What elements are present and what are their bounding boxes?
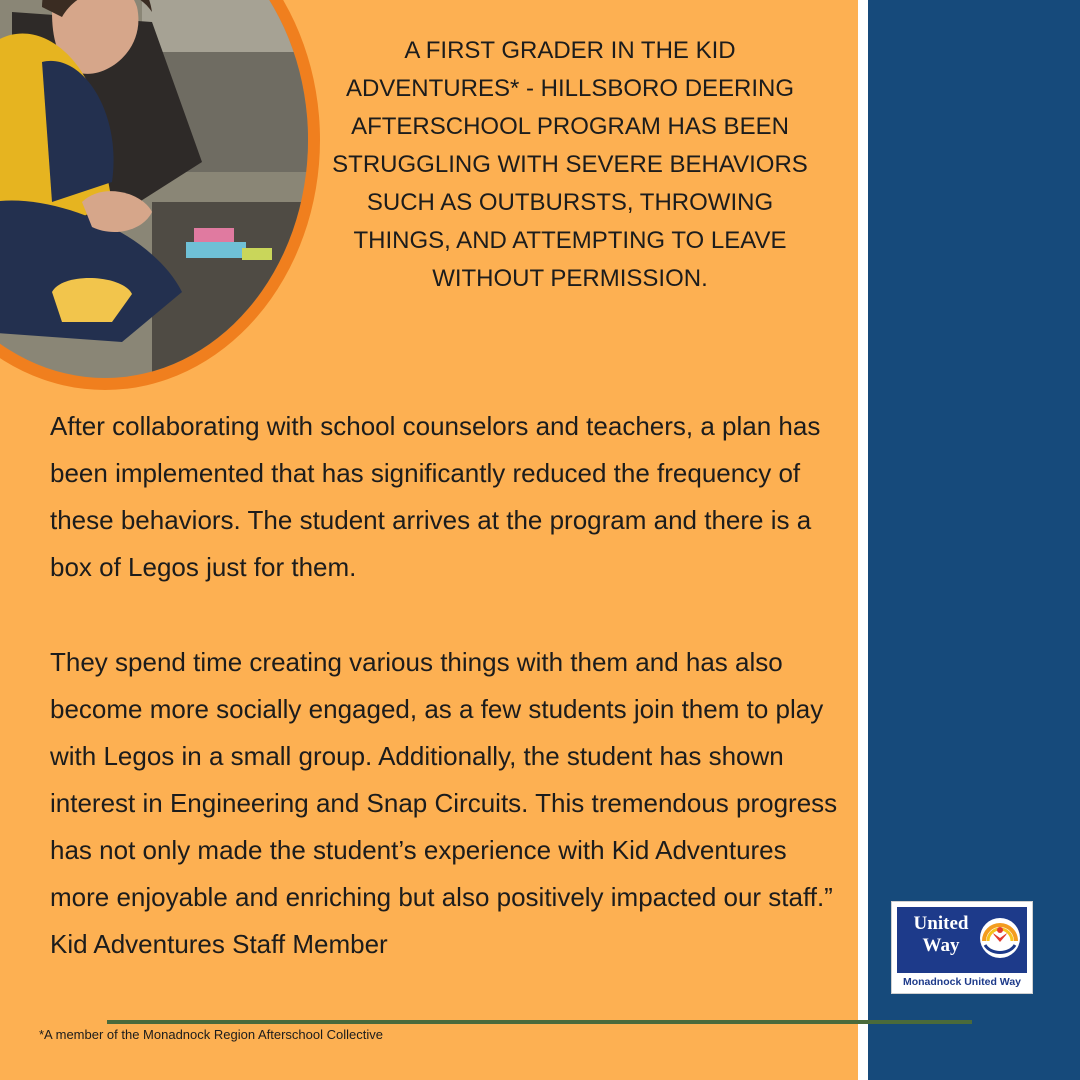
united-way-emblem-icon bbox=[979, 913, 1021, 963]
body-paragraph-2: They spend time creating various things with them and has also become more socially engaged, as a few students join them to play with Legos in a small group. Additionally, the student has shown interest in Engineering and Snap Circuits. This tremendous progress has not only made the student’s experience with Kid Adventures more enjoyable and enriching but also positively impacted our staff.” Kid Adventures Staff Member bbox=[50, 647, 838, 959]
logo-box bbox=[897, 907, 1027, 973]
footnote: *A member of the Monadnock Region Afterschool Collective bbox=[39, 1027, 383, 1042]
body-paragraph-1: After collaborating with school counselors and teachers, a plan has been implemented that has significantly reduced the frequency of these behaviors. The student arrives at the program and there is a box of Legos just for them. bbox=[50, 411, 821, 582]
united-way-logo bbox=[891, 901, 1033, 994]
logo-caption: Monadnock United Way bbox=[902, 976, 1022, 988]
logo-name bbox=[905, 913, 977, 957]
logo-name-line-2: Way bbox=[922, 935, 960, 956]
logo-name-line-1: United bbox=[913, 913, 969, 934]
divider bbox=[107, 1020, 972, 1024]
headline: A FIRST GRADER IN THE KID ADVENTURES* - HILLSBORO DEERING AFTERSCHOOL PROGRAM HAS BEEN STRUGGLING WITH SEVERE BEHAVIORS SUCH AS OUTBURSTS, THROWING THINGS, AND ATTEMPTING TO LEAVE WITHOUT PERMISSION. bbox=[332, 37, 808, 292]
